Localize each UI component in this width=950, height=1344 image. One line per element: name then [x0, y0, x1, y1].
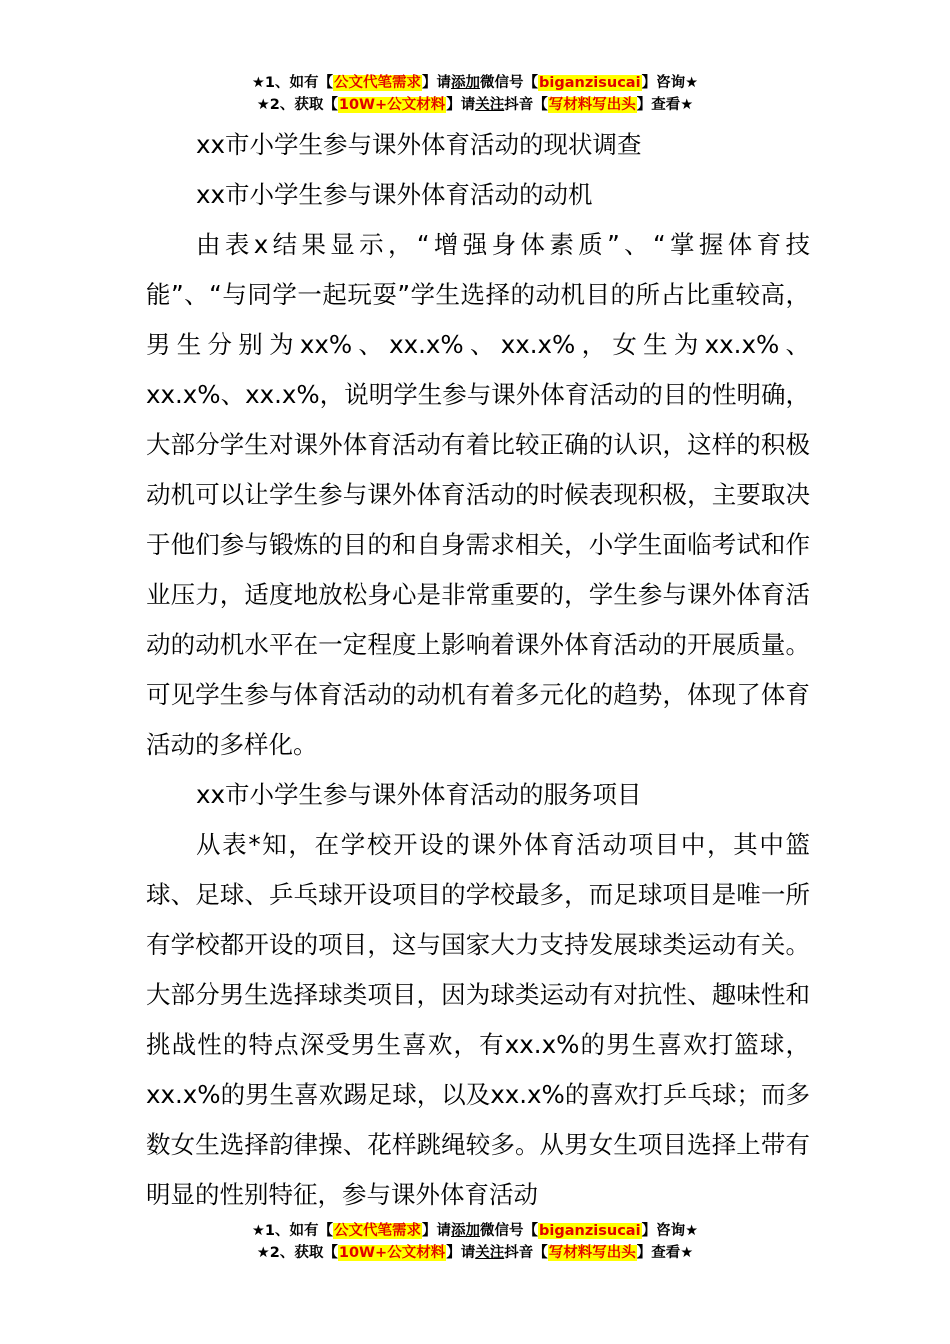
- star-icon: ★: [685, 1223, 699, 1239]
- highlight-text: 公文代笔需求: [334, 75, 422, 91]
- highlight-text: 公文代笔需求: [334, 1223, 422, 1239]
- banner-text: 抖音【: [504, 97, 548, 113]
- header-banner: [0, 72, 950, 116]
- highlight-text: 10W+公文材料: [338, 1245, 446, 1261]
- banner-text: 2、获取【: [269, 97, 338, 113]
- footer-banner-line-1: [0, 1220, 950, 1242]
- banner-text: 2、获取【: [269, 1245, 338, 1261]
- emphasis-text: 关注: [475, 1245, 505, 1261]
- banner-text: 】请: [446, 1245, 476, 1261]
- emphasis-text: 添加: [451, 1223, 481, 1239]
- footer-banner: [0, 1220, 950, 1264]
- highlight-text: 10W+公文材料: [338, 97, 446, 113]
- banner-text: 】请: [422, 1223, 452, 1239]
- star-icon: ★: [256, 1245, 270, 1261]
- star-icon: ★: [251, 1223, 265, 1239]
- banner-text: 】查看: [636, 97, 681, 113]
- highlight-text: biganzisucai: [539, 1223, 641, 1239]
- section-heading-service-items: xx市小学生参与课外体育活动的服务项目: [196, 780, 642, 809]
- banner-text: 】咨询: [641, 75, 686, 91]
- banner-text: 】请: [446, 97, 476, 113]
- highlight-text: 写材料写出头: [548, 97, 636, 113]
- banner-text: 】咨询: [641, 1223, 686, 1239]
- banner-text: 】请: [422, 75, 452, 91]
- emphasis-text: 关注: [475, 97, 505, 113]
- star-icon: ★: [251, 75, 265, 91]
- star-icon: ★: [256, 97, 270, 113]
- section-heading-motivation: xx市小学生参与课外体育活动的动机: [196, 180, 593, 209]
- header-banner-line-1: [0, 72, 950, 94]
- highlight-text: biganzisucai: [539, 75, 641, 91]
- document-title: xx市小学生参与课外体育活动的现状调查: [196, 130, 642, 159]
- star-icon: ★: [685, 75, 699, 91]
- document-body: [146, 120, 810, 1220]
- star-icon: ★: [680, 1245, 694, 1261]
- highlight-text: 写材料写出头: [548, 1245, 636, 1261]
- banner-text: 抖音【: [504, 1245, 548, 1261]
- banner-text: 】查看: [636, 1245, 681, 1261]
- banner-text: 1、如有【: [264, 1223, 334, 1239]
- paragraph-motivation: 由表x结果显示，“增强身体素质”、“掌握体育技能”、“与同学一起玩耍”学生选择的动机目的所占比重较高，男生分别为xx%、xx.x%、xx.x%，女生为xx.x%、xx.x%、xx.x%，说明学生参与课外体育活动的目的性明确，大部分学生对课外体育活动有着比较正确的认识，这样的积极动机可以让学生参与课外体育活动的时候表现积极，主要取决于他们参与锻炼的目的和自身需求相关，小学生面临考试和作业压力，适度地放松身心是非常重要的，学生参与课外体育活动的动机水平在一定程度上影响着课外体育活动的开展质量。可见学生参与体育活动的动机有着多元化的趋势，体现了体育活动的多样化。: [146, 230, 810, 759]
- emphasis-text: 添加: [451, 75, 481, 91]
- banner-text: 微信号【: [480, 75, 539, 91]
- banner-text: 1、如有【: [264, 75, 334, 91]
- paragraph-service-items: 从表*知，在学校开设的课外体育活动项目中，其中篮球、足球、乒乓球开设项目的学校最多，而足球项目是唯一所有学校都开设的项目，这与国家大力支持发展球类运动有关。大部分男生选择球类项目，因为球类运动有对抗性、趣味性和挑战性的特点深受男生喜欢，有xx.x%的男生喜欢打篮球，xx.x%的男生喜欢踢足球，以及xx.x%的喜欢打乒乓球；而多数女生选择韵律操、花样跳绳较多。从男女生项目选择上带有明显的性别特征，参与课外体育活动: [146, 830, 810, 1209]
- header-banner-line-2: [0, 94, 950, 116]
- banner-text: 微信号【: [480, 1223, 539, 1239]
- star-icon: ★: [680, 97, 694, 113]
- footer-banner-line-2: [0, 1242, 950, 1264]
